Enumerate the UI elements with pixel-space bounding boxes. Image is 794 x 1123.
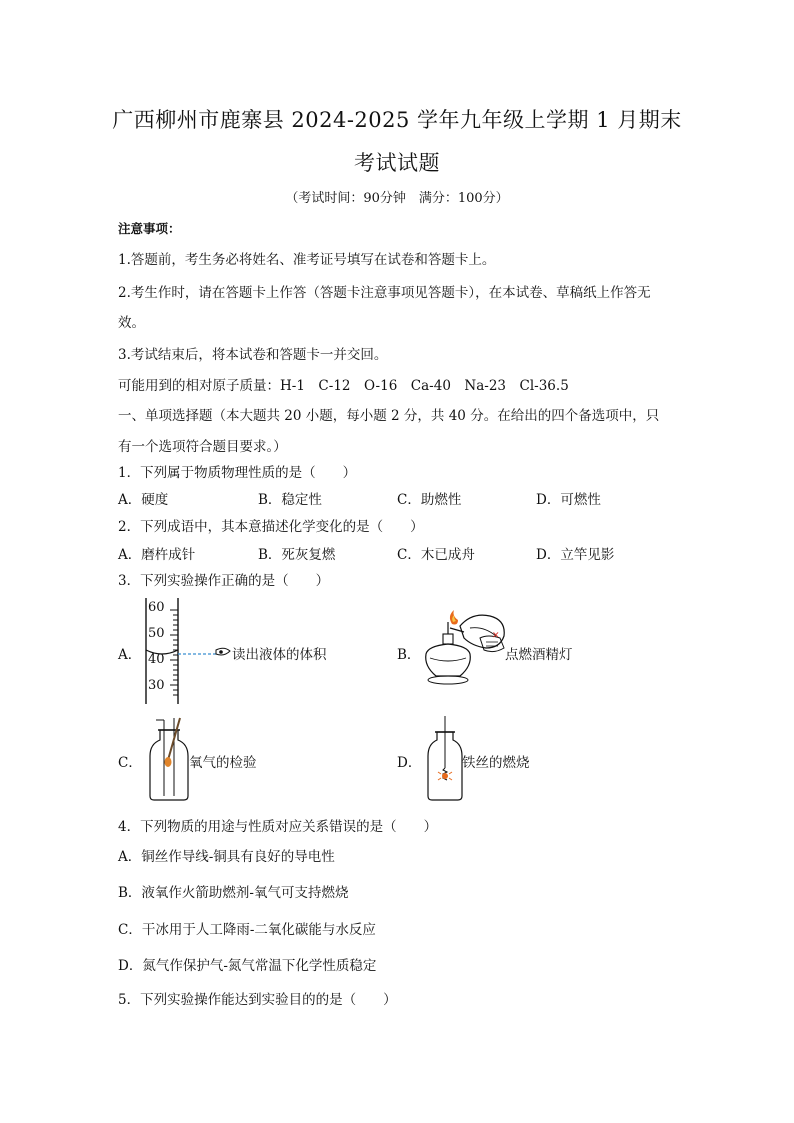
q1-stem: 1．下列属于物质物理性质的是（ ） xyxy=(118,465,357,481)
notice-heading: 注意事项： xyxy=(118,221,181,236)
q3-stem: 3．下列实验操作正确的是（ ） xyxy=(118,573,330,589)
alcohol-lamp-figure xyxy=(414,608,510,692)
exam-meta: （考试时间：90分钟 满分：100分） xyxy=(285,191,509,206)
q3-option-b-label: B． xyxy=(397,647,421,663)
q1-option-c: C．助燃性 xyxy=(397,492,462,508)
notice-item-2-cont: 效。 xyxy=(118,315,145,331)
page-title: 广西柳州市鹿寨县 2024-2025 学年九年级上学期 1 月期末 xyxy=(112,108,682,132)
q3-option-d-label: D． xyxy=(397,755,422,771)
notice-item-3: 3.考试结束后，将本试卷和答题卡一并交回。 xyxy=(118,347,388,363)
notice-item-1: 1.答题前，考生务必将姓名、准考证号填写在试卷和答题卡上。 xyxy=(118,252,496,268)
q2-option-a: A．磨杵成针 xyxy=(118,547,196,563)
iron-wire-bottle-figure xyxy=(424,716,466,804)
cylinder-tick-50: 50 xyxy=(148,626,165,641)
q2-option-b: B．死灰复燃 xyxy=(258,547,336,563)
q3-option-d-caption: 铁丝的燃烧 xyxy=(462,755,530,771)
q1-option-a: A．硬度 xyxy=(118,492,169,508)
page-title-line2: 考试试题 xyxy=(354,151,440,175)
oxygen-test-bottle-figure xyxy=(146,716,192,804)
q3-option-b-caption: 点燃酒精灯 xyxy=(505,647,573,663)
q3-option-c-label: C． xyxy=(118,755,142,771)
svg-text:✕: ✕ xyxy=(492,631,500,641)
q2-stem: 2．下列成语中，其本意描述化学变化的是（ ） xyxy=(118,519,424,535)
q4-option-b: B．液氧作火箭助燃剂-氧气可支持燃烧 xyxy=(118,885,349,901)
q4-stem: 4．下列物质的用途与性质对应关系错误的是（ ） xyxy=(118,819,438,835)
q4-option-c: C．干冰用于人工降雨-二氧化碳能与水反应 xyxy=(118,922,376,938)
q2-option-c: C．木已成舟 xyxy=(397,547,475,563)
q4-option-a: A．铜丝作导线-铜具有良好的导电性 xyxy=(118,849,335,865)
q2-option-d: D．立竿见影 xyxy=(536,547,615,563)
cylinder-tick-30: 30 xyxy=(148,678,165,693)
q3-option-a-caption: 读出液体的体积 xyxy=(232,647,327,663)
section1-heading: 一、单项选择题（本大题共 20 小题，每小题 2 分，共 40 分。在给出的四个备选项中，只 xyxy=(118,408,660,424)
q3-option-c-caption: 氧气的检验 xyxy=(189,755,257,771)
notice-item-2: 2.考生作时，请在答题卡上作答（答题卡注意事项见答题卡），在本试卷、草稿纸上作答无 xyxy=(118,285,651,301)
q3-option-a-label: A． xyxy=(118,647,142,663)
cylinder-tick-60: 60 xyxy=(148,600,165,615)
q5-stem: 5．下列实验操作能达到实验目的的是（ ） xyxy=(118,992,397,1008)
q1-option-b: B．稳定性 xyxy=(258,492,322,508)
atomic-masses: 可能用到的相对原子质量：H-1 C-12 O-16 Ca-40 Na-23 Cl-36.5 xyxy=(118,378,569,394)
cylinder-tick-40: 40 xyxy=(148,652,165,667)
q1-option-d: D．可燃性 xyxy=(536,492,601,508)
section1-heading-cont: 有一个选项符合题目要求。） xyxy=(118,439,287,455)
q4-option-d: D．氮气作保护气-氮气常温下化学性质稳定 xyxy=(118,958,377,974)
